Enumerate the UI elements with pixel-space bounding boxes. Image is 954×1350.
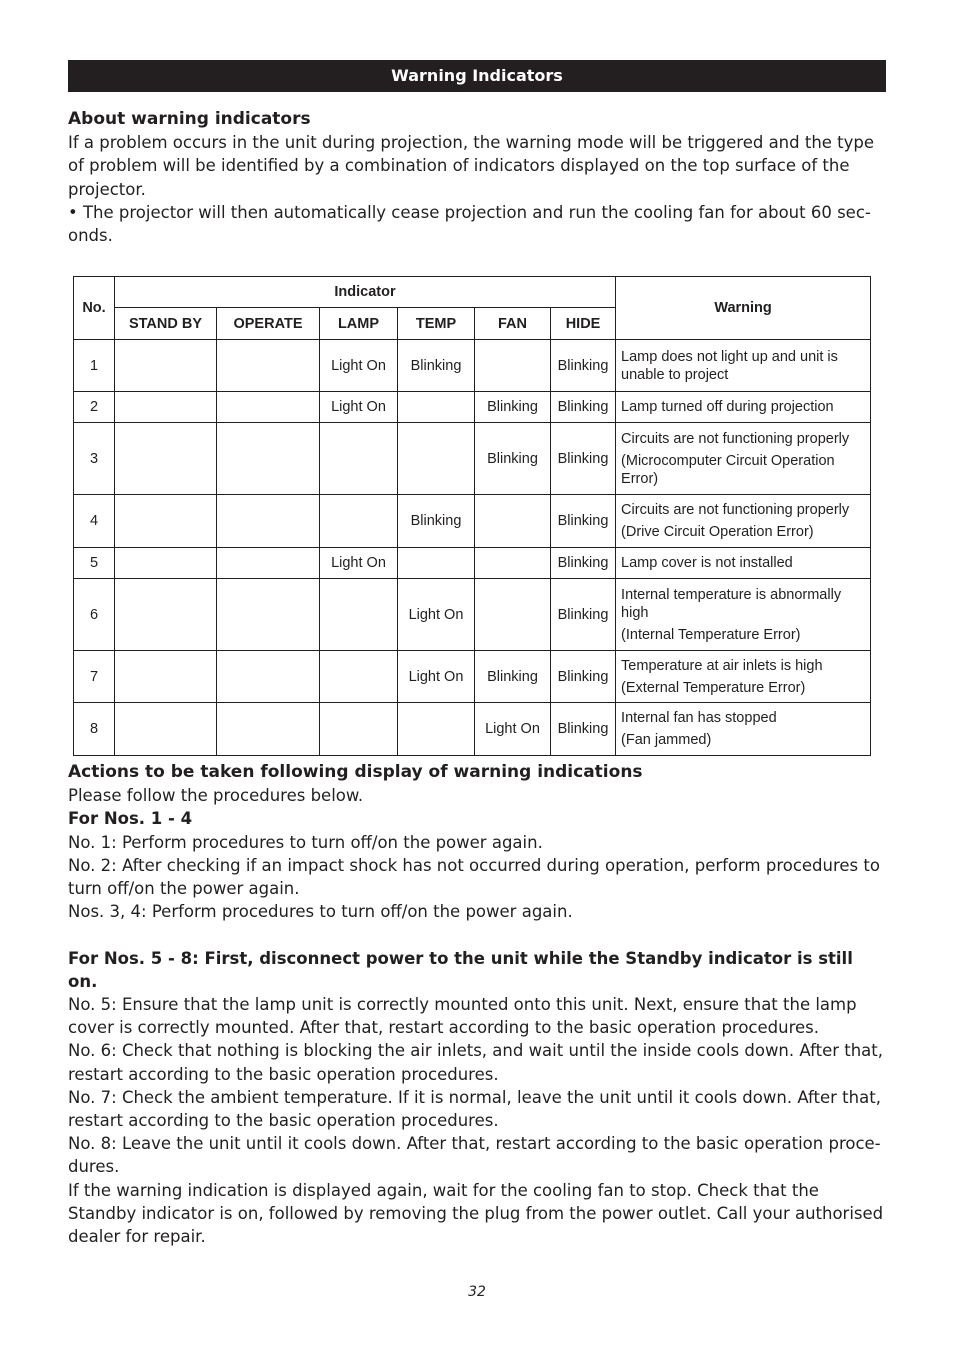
indicator-cell-fan: Blinking bbox=[475, 423, 551, 495]
header-warning: Warning bbox=[616, 277, 871, 340]
warning-text: Circuits are not functioning properly bbox=[621, 430, 850, 447]
group2-item: No. 7: Check the ambient temperature. If it is normal, leave the unit until it cools down. After that, restart according to the basic operation procedures. bbox=[68, 1087, 881, 1131]
closing-paragraph: If the warning indication is displayed again, wait for the cooling fan to stop. Check that the Standby indicator is on, followed by removing the plug from the power outlet. Call your authorised dealer for repair. bbox=[68, 1180, 884, 1247]
indicator-cell-operate bbox=[217, 495, 320, 548]
group1-item: No. 2: After checking if an impact shock has not occurred during operation, perform procedures to turn off/on the power again. bbox=[68, 855, 880, 899]
row-number: 8 bbox=[74, 703, 115, 756]
indicator-cell-temp bbox=[398, 703, 475, 756]
warning-cell bbox=[616, 548, 871, 579]
table-row bbox=[74, 423, 871, 495]
table-row bbox=[74, 495, 871, 548]
warning-cell bbox=[616, 423, 871, 495]
indicator-cell-temp: Blinking bbox=[398, 495, 475, 548]
indicator-cell-hide: Blinking bbox=[551, 579, 616, 651]
indicator-cell-operate bbox=[217, 392, 320, 423]
row-number: 1 bbox=[74, 340, 115, 392]
group2-heading: For Nos. 5 - 8: First, disconnect power to the unit while the Standby indicator is still on. bbox=[68, 948, 853, 991]
warning-text: Circuits are not functioning properly bbox=[621, 502, 850, 518]
warning-text: Internal fan has stopped bbox=[621, 710, 777, 726]
table-row bbox=[74, 651, 871, 703]
warning-text: (External Temperature Error) bbox=[621, 679, 806, 696]
warning-text: (Internal Temperature Error) bbox=[621, 626, 801, 643]
warning-text: Lamp turned off during projection bbox=[621, 399, 834, 415]
warning-text: (Microcomputer Circuit Operation Error) bbox=[621, 452, 835, 487]
header-indicator: Indicator bbox=[115, 277, 616, 308]
warning-text: (Fan jammed) bbox=[621, 732, 712, 748]
indicator-cell-operate bbox=[217, 579, 320, 651]
indicator-cell-operate bbox=[217, 340, 320, 392]
indicator-cell-lamp bbox=[320, 703, 398, 756]
indicator-cell-hide: Blinking bbox=[551, 392, 616, 423]
indicator-cell-stand-by bbox=[115, 340, 217, 392]
warning-text: (Drive Circuit Operation Error) bbox=[621, 524, 814, 540]
indicator-cell-hide: Blinking bbox=[551, 423, 616, 495]
indicator-cell-fan bbox=[475, 548, 551, 579]
indicator-cell-stand-by bbox=[115, 579, 217, 651]
indicator-cell-operate bbox=[217, 423, 320, 495]
group1-item: Nos. 3, 4: Perform procedures to turn off/on the power again. bbox=[68, 902, 573, 922]
indicator-cell-stand-by bbox=[115, 423, 217, 495]
indicator-cell-temp bbox=[398, 548, 475, 579]
row-number: 3 bbox=[74, 423, 115, 495]
indicator-cell-temp: Light On bbox=[398, 579, 475, 651]
indicator-cell-lamp bbox=[320, 423, 398, 495]
header-operate: OPERATE bbox=[217, 308, 320, 340]
row-number: 2 bbox=[74, 392, 115, 423]
indicator-cell-lamp: Light On bbox=[320, 392, 398, 423]
indicator-cell-fan bbox=[475, 340, 551, 392]
group1-heading: For Nos. 1 - 4 bbox=[68, 809, 193, 829]
header-no: No. bbox=[74, 277, 115, 340]
table-row bbox=[74, 579, 871, 651]
section-banner: Warning Indicators bbox=[68, 60, 886, 92]
indicator-cell-fan bbox=[475, 579, 551, 651]
table-row bbox=[74, 548, 871, 579]
row-number: 7 bbox=[74, 651, 115, 703]
indicator-cell-stand-by bbox=[115, 703, 217, 756]
indicator-cell-operate bbox=[217, 548, 320, 579]
header-temp: TEMP bbox=[398, 308, 475, 340]
header-lamp: LAMP bbox=[320, 308, 398, 340]
row-number: 4 bbox=[74, 495, 115, 548]
indicator-cell-temp bbox=[398, 423, 475, 495]
indicator-cell-operate bbox=[217, 703, 320, 756]
indicator-cell-temp bbox=[398, 392, 475, 423]
page-number: 32 bbox=[468, 1284, 486, 1300]
indicator-cell-fan: Light On bbox=[475, 703, 551, 756]
actions-intro: Please follow the procedures below. bbox=[68, 786, 364, 806]
indicator-cell-lamp bbox=[320, 651, 398, 703]
warning-cell bbox=[616, 340, 871, 392]
indicator-cell-fan: Blinking bbox=[475, 392, 551, 423]
indicator-cell-stand-by bbox=[115, 651, 217, 703]
header-fan: FAN bbox=[475, 308, 551, 340]
indicator-cell-fan: Blinking bbox=[475, 651, 551, 703]
group2-item: No. 6: Check that nothing is blocking the air inlets, and wait until the inside cools down. After that, restart according to the basic operation procedures. bbox=[68, 1041, 884, 1084]
header-stand-by: STAND BY bbox=[115, 308, 217, 340]
indicator-cell-stand-by bbox=[115, 392, 217, 423]
group1-item: No. 1: Perform procedures to turn off/on the power again. bbox=[68, 832, 543, 852]
indicator-cell-hide: Blinking bbox=[551, 651, 616, 703]
spacer bbox=[68, 923, 886, 946]
table-row bbox=[74, 392, 871, 423]
indicator-cell-operate bbox=[217, 651, 320, 703]
intro-heading: About warning indicators bbox=[68, 109, 311, 129]
indicator-cell-hide: Blinking bbox=[551, 340, 616, 392]
indicator-cell-temp: Blinking bbox=[398, 340, 475, 392]
indicator-cell-lamp: Light On bbox=[320, 548, 398, 579]
indicator-cell-lamp bbox=[320, 495, 398, 548]
warning-cell bbox=[616, 579, 871, 651]
warning-text: Lamp does not light up and unit is unable to project bbox=[621, 348, 838, 383]
indicator-cell-lamp bbox=[320, 579, 398, 651]
indicator-cell-stand-by bbox=[115, 495, 217, 548]
indicator-cell-hide: Blinking bbox=[551, 703, 616, 756]
group2-item: No. 5: Ensure that the lamp unit is correctly mounted onto this unit. Next, ensure that the lamp cover is correctly mounted. After that, restart according to the basic operation procedures. bbox=[68, 995, 857, 1038]
table-row bbox=[74, 340, 871, 392]
warning-text: Lamp cover is not installed bbox=[621, 555, 793, 571]
indicator-cell-hide: Blinking bbox=[551, 548, 616, 579]
warning-text: Internal temperature is abnormally high bbox=[621, 586, 842, 621]
warning-indicator-table bbox=[73, 276, 871, 756]
indicator-cell-fan bbox=[475, 495, 551, 548]
intro-bullet: • The projector will then automatically cease projection and run the cooling fan for about 60 sec-onds. bbox=[68, 202, 871, 246]
warning-text: Temperature at air inlets is high bbox=[621, 657, 823, 674]
row-number: 5 bbox=[74, 548, 115, 579]
indicator-cell-hide: Blinking bbox=[551, 495, 616, 548]
intro-paragraph: If a problem occurs in the unit during projection, the warning mode will be triggered and the type of problem will be identified by a combination of indicators displayed on the top surface of the projector. bbox=[68, 133, 875, 199]
indicator-cell-stand-by bbox=[115, 548, 217, 579]
warning-cell bbox=[616, 703, 871, 756]
intro-section bbox=[68, 108, 886, 247]
actions-heading: Actions to be taken following display of warning indications bbox=[68, 762, 643, 782]
indicator-cell-temp: Light On bbox=[398, 651, 475, 703]
table-row bbox=[74, 703, 871, 756]
group2-item: No. 8: Leave the unit until it cools down. After that, restart according to the basic operation proce-dures. bbox=[68, 1134, 881, 1177]
indicator-cell-lamp: Light On bbox=[320, 340, 398, 392]
header-hide: HIDE bbox=[551, 308, 616, 340]
actions-section bbox=[68, 761, 886, 1248]
warning-cell bbox=[616, 651, 871, 703]
warning-cell bbox=[616, 495, 871, 548]
row-number: 6 bbox=[74, 579, 115, 651]
warning-cell bbox=[616, 392, 871, 423]
